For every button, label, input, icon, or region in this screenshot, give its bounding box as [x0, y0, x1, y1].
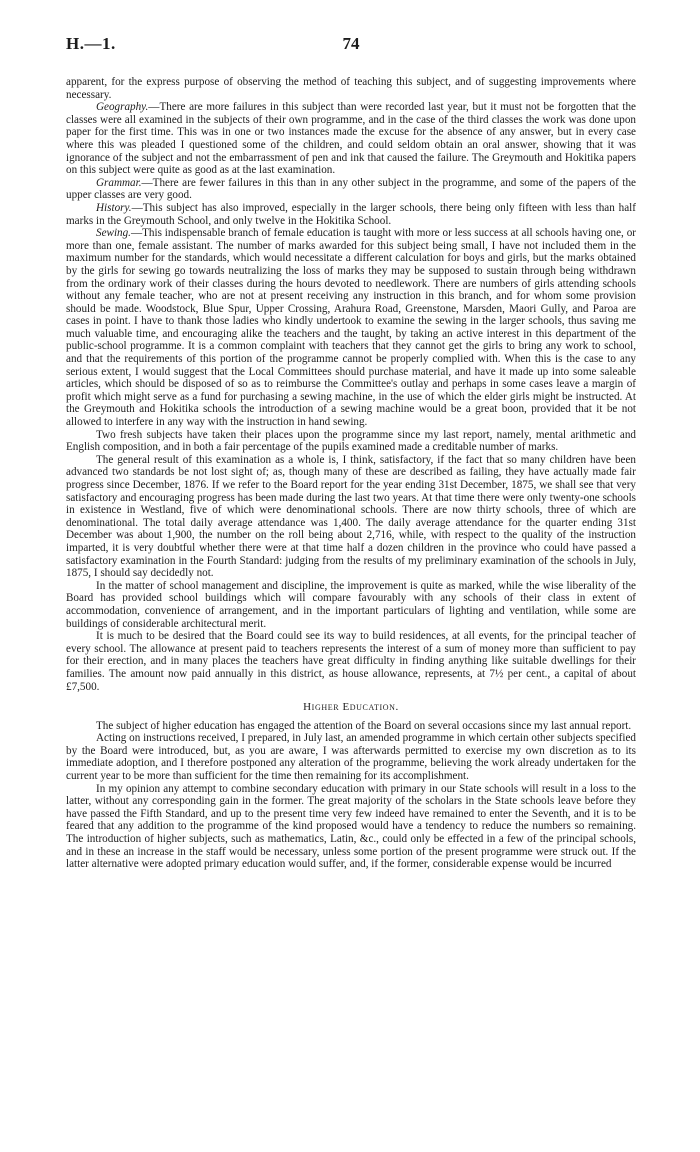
paragraph: The general result of this examination as a whole is, I think, satisfactory, if the fact that so many children have been advanced two standards be not lost sight of; as, though many of these are described as failing, they have actually made fair progress since December, 1876. If we refer to the Board report for the year ending 31st December, 1875, we shall see that very satisfactory and encouraging progress has been made during the last two years. At that time there were only twenty-one schools in existence in Westland, five of which were denominational schools. There are now thirty schools, three of which are denominational. The total daily average attendance was 1,400. The daily average attendance for the quarter ending 31st December was about 1,900, the number on the roll being about 2,716, while, with respect to the quality of the instruction imparted, it is very doubtful whether there were at that time half a dozen children in the province who could have passed a satisfactory examination in the Fourth Standard: judging from the results of my preliminary examination of the schools in July, 1875, I should say decidedly not.	[66, 453, 636, 580]
page-body	[66, 76, 636, 871]
paragraph-sewing: Sewing.—This indispensable branch of female education is taught with more or less success at all schools having one, or more than one, female assistant. The number of marks awarded for this subject being small, I have not included them in the maximum number for the standards, which would necessitate a different calculation for boys and girls, but the marks obtained by the girls for sewing go towards neutralizing the loss of marks they may be supposed to sustain through being withdrawn from the ordinary work of their classes during the hours devoted to needlework. There are numbers of girls attending schools without any female teacher, who are not at present receiving any instruction in this branch, and for whom some provision should be made. Woodstock, Blue Spur, Upper Crossing, Arahura Road, Greenstone, Marsden, Maori Gully, and Paroa are cases in point. I have to thank those ladies who kindly undertook to examine the sewing in the larger schools, thus saving me much valuable time, and encouraging alike the teachers and the taught, by taking an active interest in this department of the public-school programme. It is a common complaint with teachers that they cannot get the girls to bring any work to school, and that the requirements of this portion of the programme cannot be properly complied with. When this is the case to any serious extent, I would suggest that the Local Committees should purchase material, and have it made up into some saleable articles, which should be disposed of so as to reimburse the Committee's outlay and perhaps in some cases leave a margin of profit which might serve as a fund for purchasing a sewing machine, in the use of which the elder girls might be instructed. At the Greymouth and Hokitika schools the introduction of a sewing machine would be a great boon, provided that it be not allowed to interfere in any way with the instruction in hand sewing.	[66, 227, 636, 429]
paragraph: apparent, for the express purpose of observing the method of teaching this subject, and of suggesting improvements where necessary.	[66, 76, 636, 101]
paragraph: In my opinion any attempt to combine secondary education with primary in our State schools will result in a loss to the latter, without any corresponding gain in the former. The great majority of the scholars in the State schools leave before they have passed the Fifth Standard, and up to the present time very few indeed have remained to enter the Seventh, and it is to be feared that any addition to the programme of the kind proposed would have a tendency to reduce the numbers so remaining. The introduction of higher subjects, such as mathematics, Latin, &c., could only be effected in a few of the principal schools, and in these an increase in the staff would be necessary, unless some portion of the present programme were struck out. If the latter alternative were adopted primary education would suffer, and, if the former, considerable expense would be incurred	[66, 782, 636, 871]
paragraph: It is much to be desired that the Board could see its way to build residences, at all events, for the principal teacher of every school. The allowance at present paid to teachers represents the interest of a sum of money more than sufficient to pay for their erection, and in many places the teachers have great difficulty in finding anything like suitable dwellings for their families. The amount now paid annually in this district, as house allowance, represents, at 7½ per cent., a capital of about £7,500.	[66, 630, 636, 693]
paragraph-history: History.—This subject has also improved, especially in the larger schools, there being only fifteen with less than half marks in the Greymouth School, and only twelve in the Hokitika School.	[66, 201, 636, 227]
paragraph: The subject of higher education has engaged the attention of the Board on several occasions since my last annual report.	[96, 719, 632, 732]
paragraph-grammar: Grammar.—There are fewer failures in this than in any other subject in the programme, and some of the papers of the upper classes are very good.	[66, 176, 636, 202]
page-header	[66, 34, 636, 58]
paragraph-lead: Sewing.	[96, 227, 131, 240]
paragraph-lead: History.	[96, 201, 132, 214]
paragraph-lead: Grammar.	[96, 176, 142, 189]
paragraph-lead: Geography.	[96, 101, 149, 114]
paragraph: In the matter of school management and discipline, the improvement is quite as marked, while the wise liberality of the Board has provided school buildings which will compare favourably with any schools of their class in extent of accommodation, convenience of arrangement, and in the important particulars of lighting and ventilation, while some are buildings of considerable architectural merit.	[66, 579, 636, 630]
paragraph: Acting on instructions received, I prepared, in July last, an amended programme in which certain other subjects specified by the Board were introduced, but, as you are aware, I was afterwards permitted to exercise my own discretion as to its immediate adoption, and I therefore postponed any alteration of the programme, believing the work already undertaken for the current year to be more than sufficient for the time then remaining for its accomplishment.	[66, 732, 636, 783]
section-heading: Higher Education.	[303, 701, 399, 714]
document-reference: H.—1.	[66, 34, 116, 53]
page-number: 74	[342, 34, 360, 53]
paragraph-geography: Geography.—There are more failures in this subject than were recorded last year, but it must not be forgotten that the classes were all examined in the subjects of their own programme, and in the case of the third classes the work was done upon paper for the first time. This was in one or two instances made the excuse for the absence of any answer, but in every case where this was pleaded I questioned some of the children, and could seldom obtain an oral answer, showing that it was ignorance of the subject and not the embarrassment of pen and ink that caused the failure. The Greymouth and Hokitika papers on this subject were quite as good as at the last examination.	[66, 101, 636, 177]
paragraph: Two fresh subjects have taken their places upon the programme since my last report, namely, mental arithmetic and English composition, and in both a fair percentage of the pupils examined made a creditable number of marks.	[66, 428, 636, 454]
